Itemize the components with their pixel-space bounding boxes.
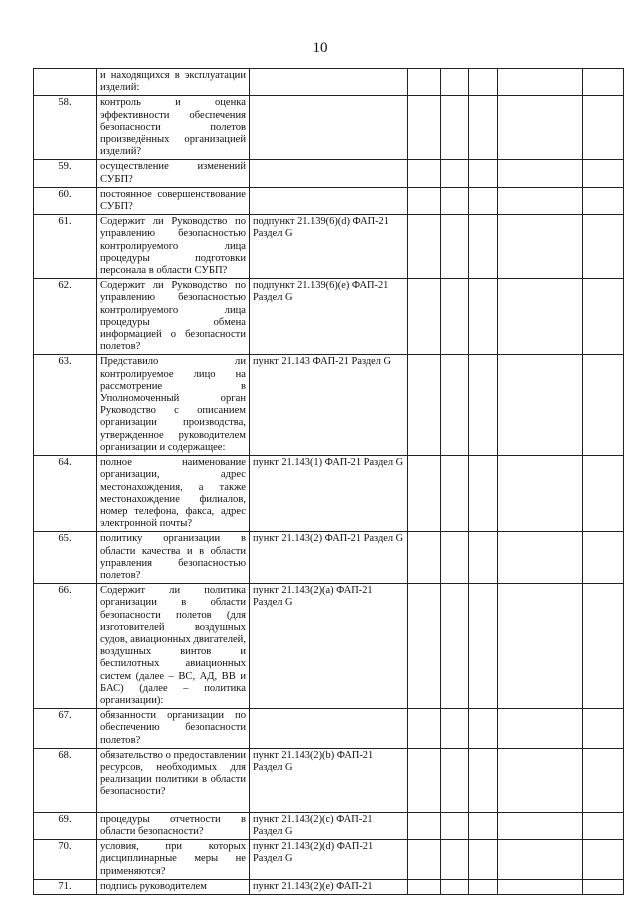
blank-cell — [441, 840, 469, 880]
question-text: и находящихся в эксплуатации изделий: — [97, 69, 250, 96]
blank-cell — [583, 187, 624, 214]
checklist-row — [34, 96, 624, 160]
row-number: 66. — [34, 584, 97, 709]
blank-cell — [498, 69, 583, 96]
blank-cell — [408, 279, 441, 355]
blank-cell — [498, 215, 583, 279]
checklist-row — [34, 69, 624, 96]
question-text: постоянное совершенствование СУБП? — [97, 187, 250, 214]
blank-cell — [498, 96, 583, 160]
row-number: 70. — [34, 840, 97, 880]
row-number: 68. — [34, 748, 97, 812]
question-text: процедуры отчетности в области безопасности? — [97, 812, 250, 839]
blank-cell — [408, 456, 441, 532]
blank-cell — [498, 812, 583, 839]
question-text: подпись руководителем — [97, 879, 250, 894]
checklist-row — [34, 812, 624, 839]
checklist-row — [34, 160, 624, 187]
blank-cell — [441, 879, 469, 894]
row-number: 67. — [34, 709, 97, 749]
blank-cell — [441, 532, 469, 584]
blank-cell — [498, 584, 583, 709]
blank-cell — [469, 812, 498, 839]
blank-cell — [469, 584, 498, 709]
question-text: обязательство о предоставлении ресурсов, необходимых для реализации политики в области безопасности? — [97, 748, 250, 812]
checklist-row — [34, 456, 624, 532]
question-text: Содержит ли политика организации в области безопасности полетов (для изготовителей воздушных судов, авиационных двигателей, воздушных винтов и беспилотных авиационных систем (далее – ВС, АД, ВВ и БАС) (далее – политика организации): — [97, 584, 250, 709]
blank-cell — [408, 840, 441, 880]
question-text: условия, при которых дисциплинарные меры не применяются? — [97, 840, 250, 880]
blank-cell — [498, 279, 583, 355]
row-number: 69. — [34, 812, 97, 839]
regulation-reference — [250, 69, 408, 96]
blank-cell — [408, 187, 441, 214]
regulation-reference: подпункт 21.139(6)(e) ФАП-21 Раздел G — [250, 279, 408, 355]
question-text: полное наименование организации, адрес местонахождения, а также местонахождение филиалов, номер телефона, факса, адрес электронной почты? — [97, 456, 250, 532]
checklist-row — [34, 840, 624, 880]
blank-cell — [498, 879, 583, 894]
blank-cell — [408, 812, 441, 839]
row-number: 63. — [34, 355, 97, 456]
checklist-row — [34, 187, 624, 214]
blank-cell — [469, 709, 498, 749]
row-number: 58. — [34, 96, 97, 160]
checklist-row — [34, 584, 624, 709]
checklist-row — [34, 748, 624, 812]
blank-cell — [498, 840, 583, 880]
question-text: обязанности организации по обеспечению безопасности полетов? — [97, 709, 250, 749]
blank-cell — [408, 96, 441, 160]
row-number: 62. — [34, 279, 97, 355]
regulation-reference — [250, 160, 408, 187]
blank-cell — [469, 96, 498, 160]
question-text: контроль и оценка эффективности обеспечения безопасности полетов произведённых организацией изделий? — [97, 96, 250, 160]
blank-cell — [408, 532, 441, 584]
blank-cell — [408, 69, 441, 96]
blank-cell — [441, 160, 469, 187]
blank-cell — [498, 355, 583, 456]
blank-cell — [441, 96, 469, 160]
question-text: Содержит ли Руководство по управлению безопасностью контролируемого лица процедуры обмена информацией о безопасности полетов? — [97, 279, 250, 355]
row-number — [34, 69, 97, 96]
blank-cell — [469, 355, 498, 456]
regulation-reference: пункт 21.143(1) ФАП-21 Раздел G — [250, 456, 408, 532]
regulation-reference: пункт 21.143(2) ФАП-21 Раздел G — [250, 532, 408, 584]
blank-cell — [498, 748, 583, 812]
blank-cell — [441, 69, 469, 96]
question-text: Содержит ли Руководство по управлению безопасностью контролируемого лица процедуры подготовки персонала в области СУБП? — [97, 215, 250, 279]
blank-cell — [583, 355, 624, 456]
blank-cell — [583, 709, 624, 749]
blank-cell — [583, 840, 624, 880]
blank-cell — [408, 748, 441, 812]
blank-cell — [408, 160, 441, 187]
checklist-row — [34, 709, 624, 749]
blank-cell — [469, 187, 498, 214]
blank-cell — [408, 355, 441, 456]
checklist-table — [33, 68, 624, 895]
blank-cell — [408, 879, 441, 894]
question-text: политику организации в области качества и в области управления безопасностью полетов? — [97, 532, 250, 584]
blank-cell — [583, 160, 624, 187]
blank-cell — [469, 279, 498, 355]
regulation-reference: пункт 21.143(2)(c) ФАП-21 Раздел G — [250, 812, 408, 839]
blank-cell — [583, 456, 624, 532]
checklist-row — [34, 879, 624, 894]
row-number: 64. — [34, 456, 97, 532]
regulation-reference: подпункт 21.139(6)(d) ФАП-21 Раздел G — [250, 215, 408, 279]
blank-cell — [469, 69, 498, 96]
blank-cell — [498, 187, 583, 214]
checklist-row — [34, 279, 624, 355]
row-number: 59. — [34, 160, 97, 187]
row-number: 65. — [34, 532, 97, 584]
regulation-reference: пункт 21.143(2)(e) ФАП-21 — [250, 879, 408, 894]
blank-cell — [441, 215, 469, 279]
question-text: Представило ли контролируемое лицо на рассмотрение в Уполномоченный орган Руководство с описанием организации производства, утвержденное руководителем организации и содержащее: — [97, 355, 250, 456]
blank-cell — [583, 532, 624, 584]
blank-cell — [469, 748, 498, 812]
blank-cell — [498, 709, 583, 749]
row-number: 61. — [34, 215, 97, 279]
row-number: 60. — [34, 187, 97, 214]
regulation-reference: пункт 21.143(2)(b) ФАП-21 Раздел G — [250, 748, 408, 812]
question-text: осуществление изменений СУБП? — [97, 160, 250, 187]
blank-cell — [583, 69, 624, 96]
blank-cell — [469, 215, 498, 279]
regulation-reference — [250, 187, 408, 214]
blank-cell — [441, 355, 469, 456]
blank-cell — [583, 215, 624, 279]
blank-cell — [583, 96, 624, 160]
blank-cell — [441, 709, 469, 749]
page-number: 10 — [312, 40, 328, 56]
checklist-row — [34, 215, 624, 279]
blank-cell — [498, 456, 583, 532]
checklist-row — [34, 532, 624, 584]
blank-cell — [498, 160, 583, 187]
blank-cell — [441, 279, 469, 355]
regulation-reference: пункт 21.143 ФАП-21 Раздел G — [250, 355, 408, 456]
regulation-reference — [250, 96, 408, 160]
blank-cell — [498, 532, 583, 584]
row-number: 71. — [34, 879, 97, 894]
blank-cell — [469, 840, 498, 880]
blank-cell — [583, 584, 624, 709]
blank-cell — [583, 279, 624, 355]
blank-cell — [469, 456, 498, 532]
blank-cell — [408, 709, 441, 749]
regulation-reference — [250, 709, 408, 749]
blank-cell — [441, 584, 469, 709]
regulation-reference: пункт 21.143(2)(a) ФАП-21 Раздел G — [250, 584, 408, 709]
regulation-reference: пункт 21.143(2)(d) ФАП-21 Раздел G — [250, 840, 408, 880]
blank-cell — [441, 748, 469, 812]
blank-cell — [469, 160, 498, 187]
blank-cell — [583, 879, 624, 894]
blank-cell — [583, 748, 624, 812]
blank-cell — [408, 584, 441, 709]
blank-cell — [441, 812, 469, 839]
blank-cell — [469, 532, 498, 584]
blank-cell — [408, 215, 441, 279]
blank-cell — [441, 456, 469, 532]
checklist-row — [34, 355, 624, 456]
blank-cell — [469, 879, 498, 894]
blank-cell — [583, 812, 624, 839]
blank-cell — [441, 187, 469, 214]
